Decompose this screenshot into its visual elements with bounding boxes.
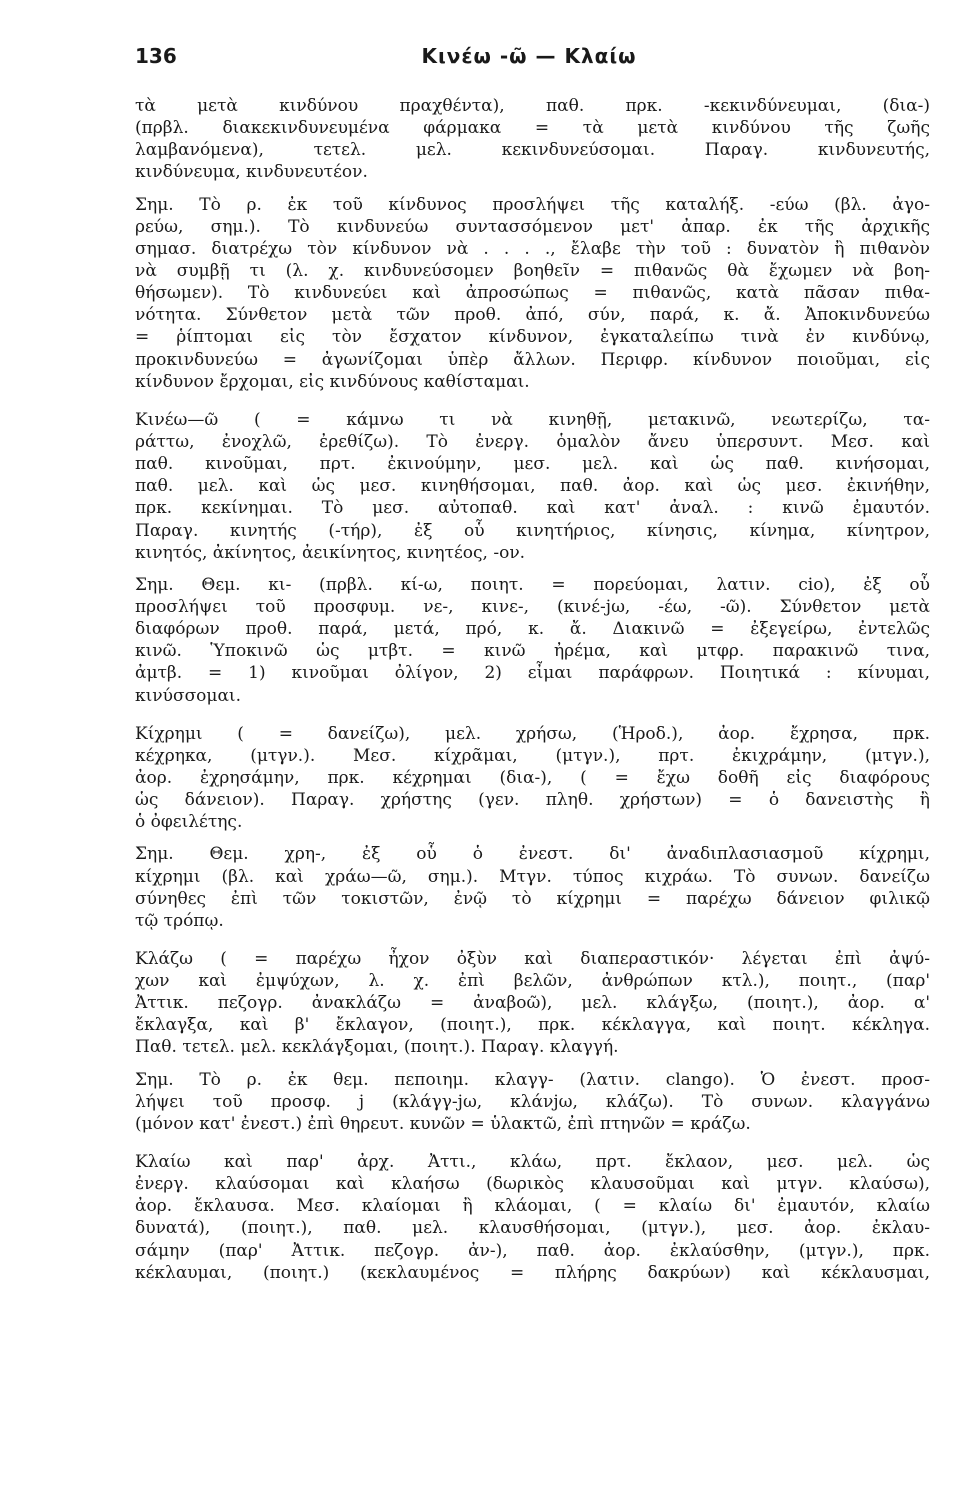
entry-line: κινδύνευμα, κινδυνευτέον.: [135, 162, 368, 183]
note-line: προκινδυνεύω = ἀγωνίζομαι ὑπὲρ ἄλλων. Περιφρ. κίνδυνον ποιοῦμαι, εἰς: [135, 349, 930, 370]
entry-kineo: [135, 409, 930, 707]
entry-headword-line: Κλάζω ( = παρέχω ἦχον ὀξὺν καὶ διαπεραστικόν· λέγεται ἐπὶ ἀψύ-: [135, 948, 930, 969]
entry-line: ράττω, ἐνοχλῶ, ἐρεθίζω). Τὸ ἐνεργ. ὁμαλὸν ἄνευ ὑπερσυντ. Μεσ. καὶ: [135, 431, 930, 452]
note-line: (μόνον κατ' ἐνεστ.) ἐπὶ θηρευτ. κυνῶν = ὑλακτῶ, ἐπὶ πτηνῶν = κράζω.: [135, 1113, 751, 1134]
entry-line: Παραγ. κινητής (-τήρ), ἐξ οὗ κινητήριος, κίνησις, κίνημα, κίνητρον,: [135, 520, 930, 541]
entry-kindyneuo-continued: [135, 95, 930, 393]
entry-line: Ἀττικ. πεζογρ. ἀνακλάζω = ἀναβοῶ), μελ. κλάγξω, (ποιητ.), ἀορ. α': [135, 993, 930, 1014]
note-line: λήψει τοῦ προσφ. j (κλάγγ-jω, κλάνjω, κλάζω). Τὸ συνων. κλαγγάνω: [135, 1091, 930, 1112]
running-title: Κινέω -ῶ — Κλαίω: [421, 44, 637, 68]
entry-line: ἀορ. ἔκλαυσα. Μεσ. κλαίομαι ἢ κλάομαι, ( = κλαίω δι' ἐμαυτόν, κλαίω: [135, 1196, 930, 1217]
note-line: νότητα. Σύνθετον μετὰ τῶν προθ. ἀπό, σύν, παρά, κ. ἄ. Ἀποκινδυνεύω: [135, 305, 930, 326]
entry-line: χων καὶ ἐμψύχων, λ. χ. ἐπὶ βελῶν, ἀνθρώπων κτλ.), ποιητ., (παρ': [135, 971, 930, 992]
note-line: σύνηθες ἐπὶ τῶν τοκιστῶν, ἐνῷ τὸ κίχρημι = παρέχω δάνειον φιλικῷ: [135, 888, 930, 909]
entry-line: λαμβανόμενα), τετελ. μελ. κεκινδυνεύσομαι. Παραγ. κινδυνευτής,: [135, 140, 930, 161]
note-line: Σημ. Θεμ. χρη-, ἐξ οὗ ὁ ἐνεστ. δι' ἀναδιπλασιασμοῦ κίχρημι,: [135, 844, 930, 865]
entry-line: ὡς δάνειον). Παραγ. χρήστης (γεν. πληθ. χρήστων) = ὁ δανειστὴς ἢ: [135, 790, 930, 811]
entry-line: ἐνεργ. κλαύσομαι καὶ κλαήσω (δωρικὸς κλαυσοῦμαι καὶ μτγν. κλαύσω),: [135, 1174, 930, 1195]
note-line: Σημ. Τὸ ρ. ἐκ θεμ. πεποιημ. κλαγγ- (λατιν. clango). Ὁ ἐνεστ. προσ-: [135, 1069, 930, 1090]
note-line: Σημ. Τὸ ρ. ἐκ τοῦ κίνδυνος προσλήψει τῆς καταλήξ. -εύω (βλ. ἀγο-: [135, 194, 930, 215]
entry-klazo: [135, 948, 930, 1135]
entry-line: παθ. μελ. καὶ ὡς μεσ. κινηθήσομαι, παθ. ἀορ. καὶ ὡς μεσ. ἐκινήθην,: [135, 476, 930, 497]
entry-note: [135, 843, 930, 932]
note-line: θήσωμεν). Τὸ κινδυνεύει καὶ ἀπροσώπως = πιθανῶς, κατὰ πᾶσαν πιθα-: [135, 283, 930, 304]
entry-headword-line: Κίχρημι ( = δανείζω), μελ. χρήσω, (Ἡροδ.), ἀορ. ἔχρησα, πρκ.: [135, 723, 930, 744]
entry-headword-line: Κλαίω καὶ παρ' ἀρχ. Ἀττι., κλάω, πρτ. ἔκλαον, μεσ. μελ. ὡς: [135, 1152, 930, 1173]
entry-line: κέκλαυμαι, (ποιητ.) (κεκλαυμένος = πλήρης δακρύων) καὶ κέκλαυσμαι,: [135, 1262, 930, 1283]
entry-line: τὰ μετὰ κινδύνου πραχθέντα), παθ. πρκ. -κεκινδύνευμαι, (δια-): [135, 96, 930, 116]
note-line: Σημ. Θεμ. κι- (πρβλ. κί-ω, ποιητ. = πορεύομαι, λατιν. cio), ἐξ οὗ: [135, 574, 930, 595]
dictionary-body: [135, 95, 930, 1284]
note-line: κινῶ. Ὑποκινῶ ὡς μτβτ. = κινῶ ἠρέμα, καὶ μτφρ. παρακινῶ τινα,: [135, 641, 930, 662]
note-line: ἀμτβ. = 1) κινοῦμαι ὀλίγον, 2) εἶμαι παράφρων. Ποιητικά : κίνυμαι,: [135, 663, 930, 684]
entry-kichremi: [135, 723, 930, 932]
note-line: κίνδυνον ἔρχομαι, εἰς κινδύνους καθίσταμαι.: [135, 371, 530, 392]
entry-line: κέχρηκα, (μτγν.). Μεσ. κίχρᾶμαι, (μτγν.), πρτ. ἐκιχράμην, (μτγν.),: [135, 745, 930, 766]
entry-line: (πρβλ. διακεκινδυνευμένα φάρμακα = τὰ μετὰ κινδύνου τῆς ζωῆς: [135, 118, 930, 139]
entry-line: παθ. κινοῦμαι, πρτ. ἐκινούμην, μεσ. μελ. καὶ ὡς παθ. κινήσομαι,: [135, 454, 930, 475]
note-line: προσλήψει τοῦ προσφυμ. νε-, κινε-, (κινέ-jω, -έω, -ῶ). Σύνθετον μετὰ: [135, 596, 930, 617]
note-line: κινύσσομαι.: [135, 685, 242, 706]
note-line: ρεύω, σημ.). Τὸ κινδυνεύω συντασσόμενον μετ' ἀπαρ. ἐκ τῆς ἀρχικῆς: [135, 216, 930, 237]
entry-klaio: [135, 1151, 930, 1284]
note-line: κίχρημι (βλ. καὶ χράω—ῶ, σημ.). Μτγν. τύπος κιχράω. Τὸ συνων. δανείζω: [135, 866, 930, 887]
note-line: τῷ τρόπῳ.: [135, 910, 224, 931]
note-line: νὰ συμβῇ τι (λ. χ. κινδυνεύσομεν βοηθεῖν = πιθανῶς θὰ ἔχωμεν νὰ βοη-: [135, 260, 930, 281]
note-line: σημασ. διατρέχω τὸν κίνδυνον νὰ . . . ., ἔλαβε τὴν τοῦ : δυνατὸν ἢ πιθανὸν: [135, 238, 930, 259]
page-number: 136: [135, 44, 177, 68]
entry-line: ὁ ὀφειλέτης.: [135, 812, 243, 833]
entry-note: [135, 194, 930, 393]
entry-note: [135, 1069, 930, 1135]
entry-line: κινητός, ἀκίνητος, ἀεικίνητος, κινητέος, -ον.: [135, 542, 526, 563]
entry-line: σάμην (παρ' Ἀττικ. πεζογρ. ἀν-), παθ. ἀορ. ἐκλαύσθην, (μτγν.), πρκ.: [135, 1240, 930, 1261]
page-header: [135, 44, 923, 74]
entry-line: πρκ. κεκίνημαι. Τὸ μεσ. αὐτοπαθ. καὶ κατ' ἀναλ. : κινῶ ἐμαυτόν.: [135, 498, 930, 519]
entry-line: δυνατά), (ποιητ.), παθ. μελ. κλαυσθήσομαι, (μτγν.), μεσ. ἀορ. ἐκλαυ-: [135, 1218, 930, 1239]
entry-line: Παθ. τετελ. μελ. κεκλάγξομαι, (ποιητ.). Παραγ. κλαγγή.: [135, 1037, 619, 1058]
entry-line: ἔκλαγξα, καὶ β' ἔκλαγον, (ποιητ.), πρκ. κέκλαγγα, καὶ ποιητ. κέκληγα.: [135, 1015, 930, 1036]
note-line: = ῥίπτομαι εἰς τὸν ἔσχατον κίνδυνον, ἐγκαταλείπω τινὰ ἐν κινδύνῳ,: [135, 327, 930, 348]
entry-line: ἀορ. ἐχρησάμην, πρκ. κέχρημαι (δια-), ( = ἔχω δοθῆ εἰς διαφόρους: [135, 767, 930, 788]
entry-headword-line: Κινέω—ῶ ( = κάμνω τι νὰ κινηθῇ, μετακινῶ, νεωτερίζω, τα-: [135, 409, 930, 430]
note-line: διαφόρων προθ. παρά, μετά, πρό, κ. ἄ. Διακινῶ = ἐξεγείρω, ἐντελῶς: [135, 619, 930, 640]
entry-note: [135, 574, 930, 707]
